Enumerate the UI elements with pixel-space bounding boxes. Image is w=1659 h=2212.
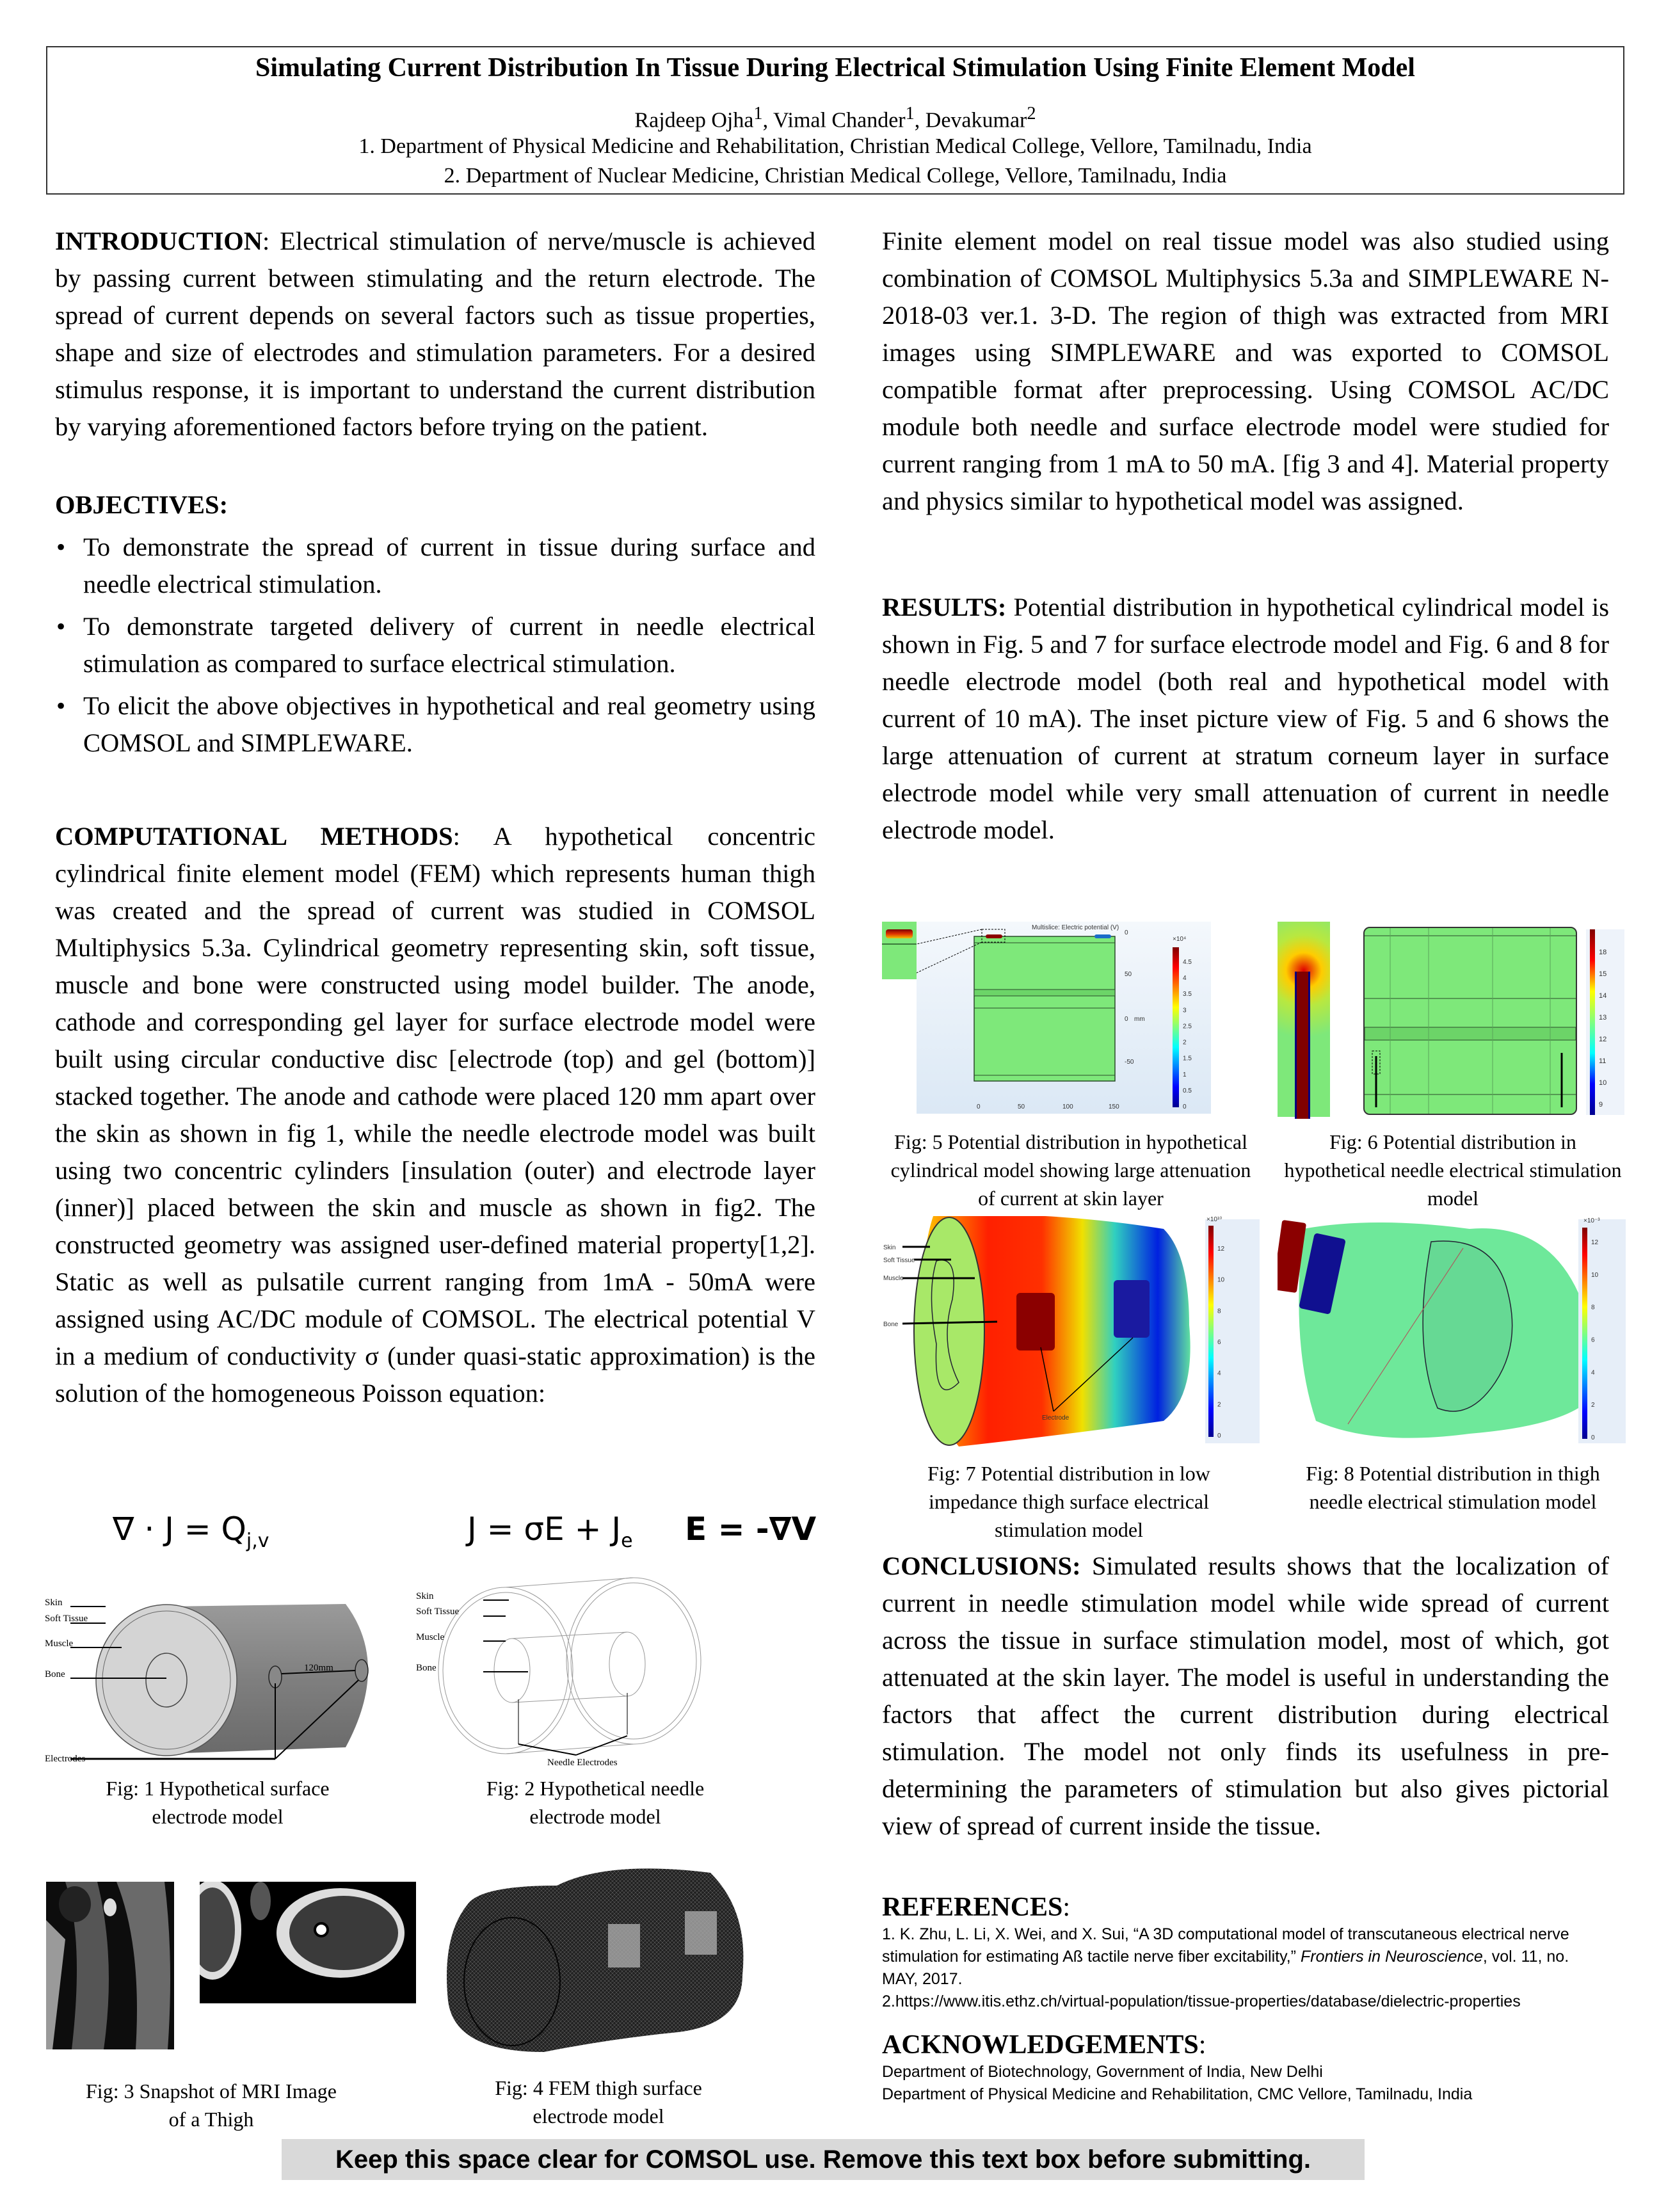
svg-text:100: 100	[1062, 1103, 1073, 1110]
figure-2-caption: Fig: 2 Hypothetical needle electrode model	[486, 1777, 705, 1828]
figure-3-mri-axial	[200, 1882, 416, 2003]
author-name: Rajdeep Ojha	[634, 108, 754, 132]
colorbar-tick-label: 10	[1217, 1276, 1225, 1284]
figure-4-mesh	[442, 1860, 762, 2052]
label-muscle: Muscle	[416, 1632, 445, 1642]
svg-text:0: 0	[1125, 1016, 1128, 1023]
figure-8-plot	[1278, 1216, 1626, 1447]
references-heading: REFERENCES	[882, 1893, 1063, 1922]
acknowledgements-section: ACKNOWLEDGEMENTS: Department of Biotechnology, Government of India, New Delhi Department of Physical Medicine and Rehabilitation, CMC Vellore, Tamilnadu, India	[882, 2029, 1609, 2106]
methods-section	[55, 818, 815, 1412]
acknowledgement-item: Department of Physical Medicine and Rehabilitation, CMC Vellore, Tamilnadu, India	[882, 2085, 1473, 2103]
colorbar-tick-label: 0	[1591, 1434, 1595, 1441]
figure-6-colorbar-panel	[1586, 929, 1624, 1115]
objective-item: • To elicit the above objectives in hypothetical and real geometry using COMSOL and SIMPLEWARE.	[55, 687, 815, 762]
figure-5-caption: Fig: 5 Potential distribution in hypothetical cylindrical model showing large attenuation of current at skin layer	[890, 1130, 1251, 1210]
label-skin: Skin	[416, 1591, 434, 1601]
results-section	[882, 589, 1609, 849]
author-name: Vimal Chander	[773, 108, 906, 132]
colorbar-tick-label: 3	[1183, 1007, 1187, 1014]
figure-7-plot	[882, 1216, 1260, 1447]
svg-text:0: 0	[977, 1103, 981, 1110]
svg-text:0: 0	[1125, 929, 1128, 936]
objective-item: • To demonstrate the spread of current in tissue during surface and needle electrical stimulation.	[55, 529, 815, 603]
figure-7-colorbar	[1208, 1226, 1214, 1437]
svg-text:120mm: 120mm	[304, 1663, 333, 1673]
equation-continuity: ∇ · $J = Q_{j,v}$	[113, 1511, 269, 1552]
reference-item: 1. K. Zhu, L. Li, X. Wei, and X. Sui, “A 3D computational model of transcutaneous electrical nerve stimulation for estimating Aß tactile nerve fiber excitability,” Frontiers in Neuroscience, vol. 11, no. MAY, 2017.	[882, 1925, 1569, 1988]
results-heading: RESULTS:	[882, 593, 1007, 621]
colorbar-tick-label: 2	[1217, 1401, 1221, 1409]
figure-4-caption: Fig: 4 FEM thigh surface electrode model	[495, 2076, 702, 2128]
figure-5-colorbar	[1173, 947, 1179, 1107]
colorbar-tick-label: 12	[1217, 1246, 1225, 1253]
colorbar-tick-label: 1	[1183, 1071, 1187, 1078]
colorbar-tick-label: 4	[1591, 1369, 1595, 1377]
colorbar-tick-label: 1.5	[1183, 1055, 1192, 1062]
poster-title: Simulating Current Distribution In Tissue During Electrical Stimulation Using Finite Element Model	[255, 53, 1415, 83]
label-soft-tissue: Soft Tissue	[45, 1614, 88, 1624]
figure-7-caption: Fig: 7 Potential distribution in low impedance thigh surface electrical stimulation model	[927, 1462, 1210, 1541]
colorbar-tick-label: 10	[1599, 1079, 1607, 1087]
colorbar-tick-label: 8	[1591, 1304, 1595, 1311]
colorbar-tick-label: 0	[1217, 1432, 1221, 1439]
objective-item: • To demonstrate targeted delivery of current in needle electrical stimulation as compared to surface electrical stimulation.	[55, 608, 815, 682]
label-skin: Skin	[45, 1598, 63, 1608]
figure-8-colorbar	[1582, 1228, 1587, 1439]
colorbar-tick-label: 8	[1217, 1308, 1221, 1315]
figure-2-image	[410, 1575, 730, 1767]
figure-6-caption: Fig: 6 Potential distribution in hypothetical needle electrical stimulation model	[1284, 1130, 1622, 1210]
svg-text:50: 50	[1018, 1103, 1025, 1110]
equation-field: E = -∇V	[685, 1511, 817, 1548]
colorbar-tick-label: 0.5	[1183, 1087, 1192, 1094]
colorbar-tick-label: 2	[1183, 1039, 1187, 1046]
svg-text:-50: -50	[1125, 1059, 1134, 1066]
label-bone: Bone	[45, 1669, 65, 1679]
methods-continued-section	[882, 223, 1609, 520]
colorbar-tick-label: 12	[1591, 1239, 1599, 1246]
acknowledgement-item: Department of Biotechnology, Government of India, New Delhi	[882, 2063, 1323, 2081]
label-needle-electrodes: Needle Electrodes	[547, 1758, 618, 1767]
colorbar-tick-label: 9	[1599, 1101, 1603, 1109]
colorbar-tick-label: 4	[1183, 975, 1187, 982]
svg-text:×10⁴: ×10⁴	[1173, 936, 1187, 943]
label-bone: Bone	[416, 1663, 437, 1673]
colorbar-tick-label: 10	[1591, 1271, 1599, 1279]
affiliation-1: 1. Department of Physical Medicine and Rehabilitation, Christian Medical College, Vellore, Tamilnadu, India	[358, 134, 1312, 158]
conclusions-section	[882, 1548, 1609, 1845]
reference-item: 2.https://www.itis.ethz.ch/virtual-population/tissue-properties/database/dielectric-properties	[882, 1992, 1521, 2010]
colorbar-tick-label: 13	[1599, 1014, 1607, 1022]
label-muscle: Muscle	[883, 1275, 904, 1282]
colorbar-tick-label: 6	[1591, 1336, 1595, 1344]
svg-text:×10⁻³: ×10⁻³	[1583, 1217, 1600, 1224]
colorbar-tick-label: 0	[1183, 1103, 1187, 1110]
affiliation-2: 2. Department of Nuclear Medicine, Christian Medical College, Vellore, Tamilnadu, India	[444, 164, 1227, 188]
svg-text:×10¹⁰: ×10¹⁰	[1206, 1216, 1222, 1223]
figure-6-plot	[1363, 927, 1577, 1115]
colorbar-tick-label: 2	[1591, 1402, 1595, 1409]
colorbar-tick-label: 11	[1599, 1057, 1607, 1065]
figure-5-plot	[917, 922, 1211, 1114]
figure-6-inset	[1278, 922, 1330, 1117]
colorbar-tick-label: 18	[1599, 949, 1607, 956]
colorbar-tick-label: 12	[1599, 1036, 1607, 1043]
conclusions-heading: CONCLUSIONS:	[882, 1551, 1081, 1580]
introduction-text: : Electrical stimulation of nerve/muscle is achieved by passing current between stimulating and the return electrode. The spread of current depends on several factors such as tissue properties, shape and size of electrodes and stimulation parameters. For a desired stimulus response, it is important to understand the current distribution by varying aforementioned factors before trying on the patient.	[55, 227, 815, 441]
svg-text:150: 150	[1109, 1103, 1119, 1110]
figure-6-colorbar	[1590, 929, 1595, 1115]
figure-8-caption: Fig: 8 Potential distribution in thigh needle electrical stimulation model	[1306, 1462, 1600, 1513]
colorbar-tick-label: 3.5	[1183, 991, 1192, 998]
colorbar-tick-label: 4.5	[1183, 959, 1192, 966]
colorbar-tick-label: 4	[1217, 1370, 1221, 1377]
label-electrodes: Electrodes	[45, 1754, 86, 1764]
label-soft-tissue: Soft Tissue	[416, 1607, 460, 1617]
methods-text: : A hypothetical concentric cylindrical finite element model (FEM) which represents human thigh was created and the spread of current was studied in COMSOL Multiphysics 5.3a. Cylindrical geometry representing skin, soft tissue, muscle and bone were constructed using model builder. The anode, cathode and corresponding gel layer for surface electrode model were built using circular conductive disc [electrode (top) and gel (bottom)] stacked together. The anode and cathode were placed 120 mm apart over the skin as shown in fig 1, while the needle electrode model was built using two concentric cylinders [insulation (outer) and electrode layer (inner)] placed between the skin and muscle as shown in fig2. The constructed geometry was assigned user-defined material property[1,2]. Static as well as pulsatile current ranging from 1mA - 50mA were assigned using AC/DC module of COMSOL. The electrical potential V in a medium of conductivity σ (under quasi-static approximation) is the solution of the homogeneous Poisson equation:	[55, 822, 815, 1407]
figure-3-mri-coronal	[46, 1882, 174, 2049]
colorbar-tick-label: 6	[1217, 1339, 1221, 1346]
acknowledgements-heading: ACKNOWLEDGEMENTS	[882, 2030, 1199, 2060]
svg-text:mm: mm	[1134, 1016, 1145, 1023]
figure-5-title: Multislice: Electric potential (V)	[1032, 924, 1119, 931]
equation-current-density: $J = \sigma E + J_e$	[467, 1511, 633, 1552]
objectives-heading: OBJECTIVES:	[55, 490, 228, 519]
introduction-heading: INTRODUCTION	[55, 227, 263, 255]
introduction-section	[55, 223, 815, 445]
label-skin: Skin	[883, 1244, 896, 1251]
figure-3-caption: Fig: 3 Snapshot of MRI Image of a Thigh	[86, 2080, 337, 2131]
comsol-placeholder-banner: Keep this space clear for COMSOL use. Remove this text box before submitting.	[282, 2139, 1365, 2180]
label-electrode: Electrode	[1042, 1415, 1070, 1422]
colorbar-tick-label: 15	[1599, 970, 1607, 978]
references-section: REFERENCES: 1. K. Zhu, L. Li, X. Wei, and X. Sui, “A 3D computational model of transcutaneous electrical nerve stimulation for estimating Aß tactile nerve fiber excitability,” Frontiers in Neuroscience, vol. 11, no. MAY, 2017. 2.https://www.itis.ethz.ch/virtual-population/tissue-properties/database/dielectric-properties	[882, 1891, 1609, 2013]
svg-text:50: 50	[1125, 971, 1132, 978]
methods-continued-text: Finite element model on real tissue model was also studied using combination of COMSOL Multiphysics 5.3a and SIMPLEWARE N-2018-03 ver.1. 3-D. The region of thigh was extracted from MRI images using SIMPLEWARE and was exported to COMSOL compatible format after preprocessing. Using COMSOL AC/DC module both needle and surface electrode model were studied for current ranging from 1 mA to 50 mA. [fig 3 and 4]. Material property and physics similar to hypothetical model was assigned.	[882, 227, 1609, 515]
results-text: Potential distribution in hypothetical cylindrical model is shown in Fig. 5 and 7 for surface electrode model and Fig. 6 and 8 for needle electrode model (both real and hypothetical model with current of 10 mA). The inset picture view of Fig. 5 and 6 shows the large attenuation of current at stratum corneum layer in surface electrode model while very small attenuation of current in needle electrode model.	[882, 593, 1609, 844]
conclusions-text: Simulated results shows that the localization of current in needle stimulation model while wide spread of current across the tissue in surface stimulation model, most of which, got attenuated at the skin layer. The model is useful in understanding the factors that affect the current distribution during electrical stimulation. The model not only finds its usefulness in pre-determining the parameters of stimulation but also gives pictorial view of spread of current inside the tissue.	[882, 1551, 1609, 1840]
objectives-section	[55, 486, 815, 762]
label-soft-tissue: Soft Tissue	[883, 1257, 915, 1264]
author-name: Devakumar	[925, 108, 1027, 132]
methods-heading: COMPUTATIONAL METHODS	[55, 822, 453, 851]
label-muscle: Muscle	[45, 1639, 74, 1649]
figure-1-image	[45, 1581, 403, 1767]
label-bone: Bone	[883, 1321, 899, 1328]
colorbar-tick-label: 2.5	[1183, 1023, 1192, 1030]
figure-1-caption: Fig: 1 Hypothetical surface electrode model	[106, 1777, 330, 1828]
colorbar-tick-label: 14	[1599, 992, 1607, 1000]
author-list: Rajdeep Ojha$^1$, Vimal Chander$^1$, Devakumar$^2$	[634, 104, 1036, 132]
